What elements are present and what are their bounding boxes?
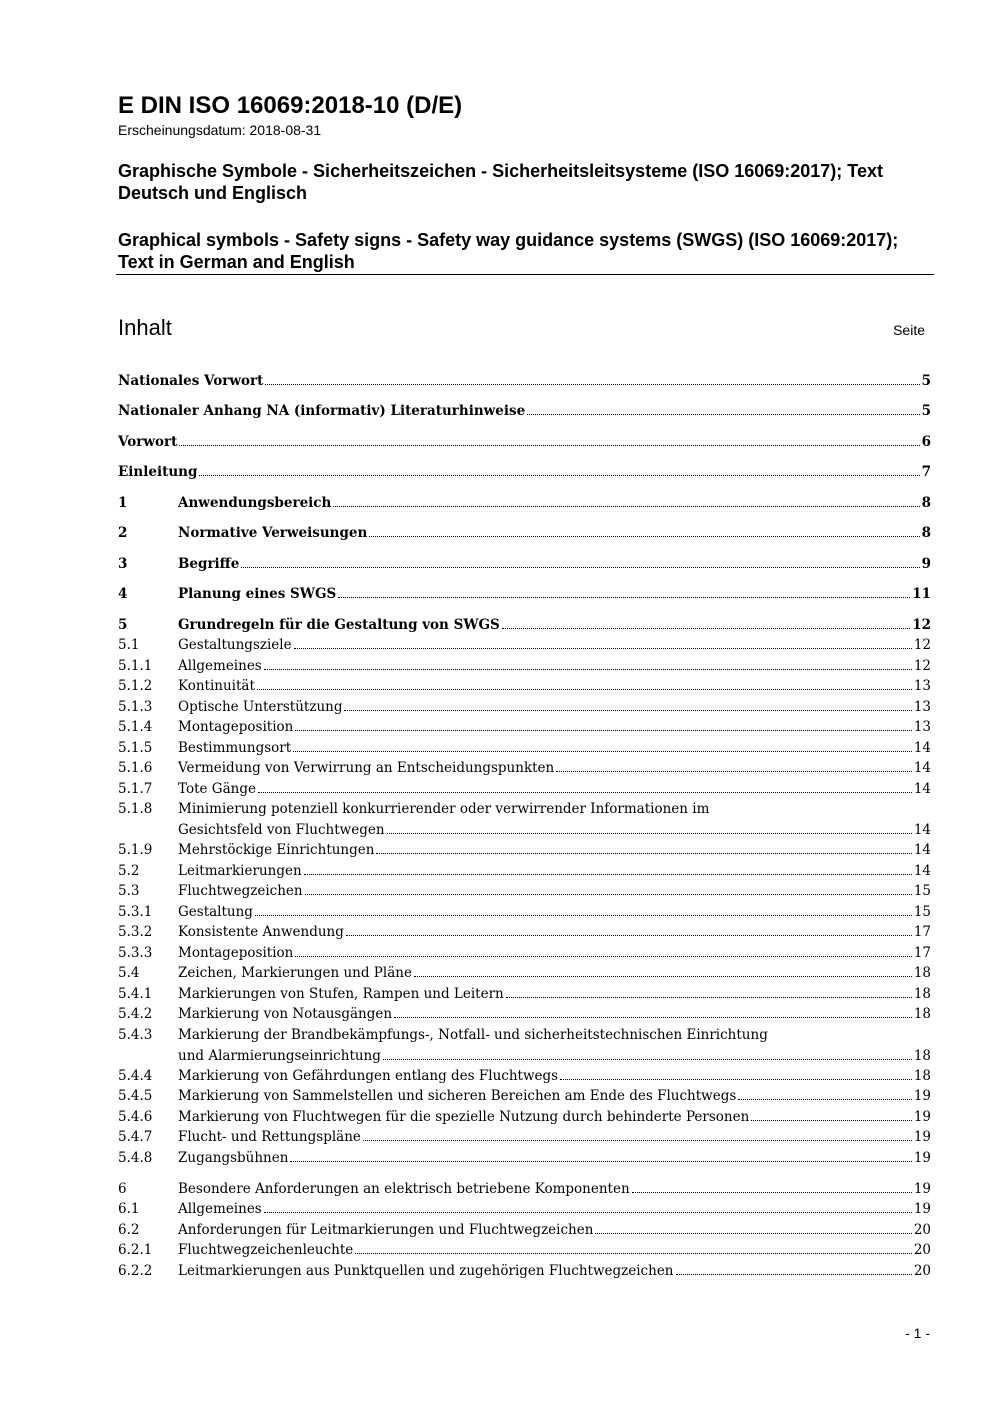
toc-entry[interactable] [118,1107,931,1128]
toc-entry-page: 6 [921,434,931,450]
toc-entry-title: Mehrstöckige Einrichtungen [178,842,375,858]
toc-entry-page: 19 [913,1109,931,1125]
toc-entry-page: 19 [913,1181,931,1197]
toc-leader-dots [344,710,911,711]
toc-entry[interactable] [118,615,931,636]
toc-entry[interactable] [118,1220,931,1241]
toc-leader-dots [338,597,910,598]
toc-entry-title: Nationaler Anhang NA (informativ) Literaturhinweise [118,403,526,419]
toc-entry[interactable] [118,697,931,718]
toc-leader-dots [264,669,912,670]
toc-leader-dots [738,1099,912,1100]
toc-entry-number: 5.4.7 [118,1129,153,1145]
toc-entry-page: 19 [913,1129,931,1145]
toc-entry[interactable] [118,523,931,544]
toc-entry-page: 5 [921,403,931,419]
toc-entry-page: 12 [913,658,931,674]
toc-entry-number: 5.4.5 [118,1088,153,1104]
toc-entry-title: Leitmarkierungen aus Punktquellen und zugehörigen Fluchtwegzeichen [178,1263,674,1279]
toc-leader-dots [305,894,912,895]
toc-leader-dots [595,1233,911,1234]
toc-entry-number: 5.3.1 [118,904,153,920]
toc-entry-title: und Alarmierungseinrichtung [178,1047,381,1064]
toc-entry-number: 3 [118,556,128,572]
toc-entry-title: Normative Verweisungen [178,525,368,541]
toc-entry-number: 5.1.4 [118,719,153,735]
toc-entry-page: 18 [913,1068,931,1084]
toc-leader-dots [369,536,919,537]
toc-entry-page: 11 [912,586,931,602]
toc-entry-page: 14 [913,821,931,838]
toc-entry-title: Markierung von Notausgängen [178,1006,393,1022]
toc-leader-dots [376,853,911,854]
toc-leader-dots [179,445,919,446]
toc-leader-dots [294,648,912,649]
toc-entry-page: 20 [913,1222,931,1238]
toc-entry-title: Nationales Vorwort [118,373,264,389]
toc-leader-dots [290,1161,911,1162]
toc-entry[interactable] [118,799,931,840]
toc-entry[interactable] [118,1127,931,1148]
toc-entry[interactable] [118,635,931,656]
toc-entry-number: 5.3.3 [118,945,153,961]
toc-entry-page: 18 [913,1006,931,1022]
title-english: Graphical symbols - Safety signs - Safety way guidance systems (SWGS) (ISO 16069:2017); Text in German and English [118,230,899,272]
toc-entry-title-line1: Markierung der Brandbekämpfungs-, Notfall- und sicherheitstechnischen Einrichtung [178,1027,768,1043]
toc-entry-title: Markierung von Fluchtwegen für die spezielle Nutzung durch behinderte Personen [178,1109,750,1125]
toc-entry-title: Allgemeines [178,658,262,674]
toc-entry-number: 5.1.9 [118,842,153,858]
toc-entry[interactable] [118,656,931,677]
toc-entry-page: 20 [913,1263,931,1279]
toc-entry-number: 5.4.3 [118,1027,153,1043]
toc-entry-number: 4 [118,586,128,602]
toc-entry[interactable] [118,1025,931,1066]
toc-entry-number: 5.1.5 [118,740,153,756]
toc-entry-title: Anforderungen für Leitmarkierungen und Fluchtwegzeichen [178,1222,594,1238]
toc-entry-page: 17 [913,924,931,940]
toc-entry-page: 8 [921,525,931,541]
toc-leader-dots [355,1253,912,1254]
toc-entry-title-line1: Minimierung potenziell konkurrierender oder verwirrender Informationen im [178,801,710,817]
toc-leader-dots [387,833,912,834]
toc-entry-page: 19 [913,1201,931,1217]
toc-entry-title: Vermeidung von Verwirrung an Entscheidungspunkten [178,760,555,776]
toc-leader-dots [346,935,912,936]
toc-entry[interactable] [118,963,931,984]
toc-entry-number: 5.1.6 [118,760,153,776]
toc-entry-page: 12 [912,617,931,633]
toc-entry-title: Markierungen von Stufen, Rampen und Leitern [178,986,504,1002]
toc-entry-page: 12 [913,637,931,653]
toc-entry-title: Kontinuität [178,678,255,694]
toc-entry-page: 14 [913,863,931,879]
toc-leader-dots [632,1192,912,1193]
toc-entry-page: 18 [913,1047,931,1064]
toc-heading: Inhalt [118,315,172,340]
toc-entry-page: 14 [913,760,931,776]
toc-entry-title: Zeichen, Markierungen und Pläne [178,965,412,981]
toc-entry[interactable] [118,1240,931,1261]
toc-entry-page: 17 [913,945,931,961]
toc-entry-number: 6 [118,1181,127,1197]
toc-entry[interactable] [118,1179,931,1200]
toc-leader-dots [502,628,910,629]
toc-entry-page: 14 [913,740,931,756]
document-id: E DIN ISO 16069:2018-10 (D/E) [118,92,463,119]
toc-entry-number: 6.2 [118,1222,140,1238]
toc-entry[interactable] [118,840,931,861]
toc-entry[interactable] [118,738,931,759]
toc-entry[interactable] [118,401,931,422]
toc-entry-page: 14 [913,842,931,858]
toc-leader-dots [295,730,911,731]
toc-entry-title: Markierung von Gefährdungen entlang des Fluchtwegs [178,1068,559,1084]
toc-leader-dots [556,771,912,772]
toc-entry-title: Markierung von Sammelstellen und sicheren Bereichen am Ende des Fluchtwegs [178,1088,737,1104]
toc-entry-page: 13 [913,719,931,735]
toc-entry-title: Fluchtwegzeichen [178,883,303,899]
toc-entry-title: Optische Unterstützung [178,699,343,715]
toc-entry-title: Tote Gänge [178,781,256,797]
toc-entry-page: 19 [913,1088,931,1104]
toc-entry-title: Konsistente Anwendung [178,924,344,940]
toc-entry[interactable] [118,881,931,902]
toc-entry-page: 5 [921,373,931,389]
toc-entry[interactable] [118,432,931,453]
toc-entry[interactable] [118,1004,931,1025]
toc-entry[interactable] [118,1066,931,1087]
toc-leader-dots [333,506,919,507]
toc-leader-dots [506,997,912,998]
toc-entry[interactable] [118,676,931,697]
toc-leader-dots [363,1140,912,1141]
toc-entry-title: Gestaltung [178,904,253,920]
toc-entry-number: 5.1.3 [118,699,153,715]
toc-entry-title: Montageposition [178,945,294,961]
toc-leader-dots [676,1274,912,1275]
toc-entry-number: 5.1 [118,637,140,653]
toc-entry-page: 7 [921,464,931,480]
toc-leader-dots [560,1079,912,1080]
toc-entry-page: 15 [913,904,931,920]
toc-entry[interactable] [118,1148,931,1169]
toc-entry[interactable] [118,779,931,800]
toc-entry-title: Fluchtwegzeichenleuchte [178,1242,354,1258]
toc-entry[interactable] [118,1086,931,1107]
toc-entry-title: Begriffe [178,556,240,572]
toc-entry-number: 5.1.7 [118,781,153,797]
toc-leader-dots [394,1017,912,1018]
toc-entry[interactable] [118,758,931,779]
publication-date: Erscheinungsdatum: 2018-08-31 [118,122,322,138]
header-divider [116,274,934,275]
toc-entry[interactable] [118,717,931,738]
toc-entry-number: 5.4.8 [118,1150,153,1166]
toc-entry-title: Allgemeines [178,1201,262,1217]
toc-entry-title: Besondere Anforderungen an elektrisch betriebene Komponenten [178,1181,630,1197]
toc-entry[interactable] [118,554,931,575]
toc-entry-title: Gesichtsfeld von Fluchtwegen [178,821,385,838]
toc-leader-dots [414,976,912,977]
toc-entry-number: 1 [118,495,128,511]
toc-entry-page: 18 [913,986,931,1002]
toc-leader-dots [199,475,919,476]
toc-leader-dots [241,567,919,568]
toc-entry[interactable] [118,462,931,483]
toc-entry-page: 18 [913,965,931,981]
toc-leader-dots [265,384,919,385]
toc-entry-page: 20 [913,1242,931,1258]
toc-entry-title: Leitmarkierungen [178,863,302,879]
toc-page-label: Seite [893,322,925,338]
title-german: Graphische Symbole - Sicherheitszeichen - Sicherheitsleitsysteme (ISO 16069:2017); Text Deutsch und Englisch [118,161,883,203]
toc-entry-title: Flucht- und Rettungspläne [178,1129,361,1145]
toc-entry-number: 5.4 [118,965,140,981]
toc-entry-number: 6.2.2 [118,1263,153,1279]
toc-entry-number: 5.3.2 [118,924,153,940]
toc-entry-page: 13 [913,678,931,694]
toc-entry-title: Zugangsbühnen [178,1150,289,1166]
toc-leader-dots [293,751,912,752]
toc-entry[interactable] [118,371,931,392]
toc-entry[interactable] [118,943,931,964]
toc-entry-title: Gestaltungsziele [178,637,292,653]
toc-entry[interactable] [118,584,931,605]
toc-leader-dots [383,1059,912,1060]
toc-entry-title: Bestimmungsort [178,740,292,756]
toc-entry-number: 6.1 [118,1201,140,1217]
toc-leader-dots [258,792,912,793]
toc-entry-number: 5.4.4 [118,1068,153,1084]
toc-leader-dots [264,1212,912,1213]
toc-entry-number: 6.2.1 [118,1242,153,1258]
toc-entry-number: 5.4.1 [118,986,153,1002]
toc-entry-title: Montageposition [178,719,294,735]
toc-entry-title: Anwendungsbereich [178,495,332,511]
toc-entry-number: 5.1.1 [118,658,153,674]
toc-entry-number: 5 [118,617,128,633]
toc-entry-title: Einleitung [118,464,198,480]
toc-entry[interactable] [118,493,931,514]
toc-leader-dots [295,956,911,957]
toc-entry-number: 5.4.2 [118,1006,153,1022]
toc-entry-number: 5.1.2 [118,678,153,694]
toc-entry[interactable] [118,984,931,1005]
toc-entry[interactable] [118,1261,931,1282]
toc-leader-dots [751,1120,912,1121]
toc-entry-page: 13 [913,699,931,715]
toc-entry-title: Vorwort [118,434,178,450]
toc-entry-number: 5.4.6 [118,1109,153,1125]
toc-leader-dots [255,915,912,916]
toc-entry-number: 2 [118,525,128,541]
toc-leader-dots [304,874,912,875]
toc-entry-page: 14 [913,781,931,797]
page-number: - 1 - [905,1325,930,1341]
toc-leader-dots [257,689,912,690]
toc-entry-page: 19 [913,1150,931,1166]
toc-entry-title: Planung eines SWGS [178,586,337,602]
toc-entry-number: 5.1.8 [118,801,153,817]
toc-entry-page: 8 [921,495,931,511]
toc-entry[interactable] [118,861,931,882]
toc-entry-page: 9 [921,556,931,572]
toc-entry[interactable] [118,902,931,923]
toc-entry[interactable] [118,1199,931,1220]
toc-entry-title: Grundregeln für die Gestaltung von SWGS [178,617,500,633]
toc-entry[interactable] [118,922,931,943]
toc-entry-number: 5.2 [118,863,140,879]
toc-entry-page: 15 [913,883,931,899]
toc-leader-dots [527,414,919,415]
toc-entry-number: 5.3 [118,883,140,899]
